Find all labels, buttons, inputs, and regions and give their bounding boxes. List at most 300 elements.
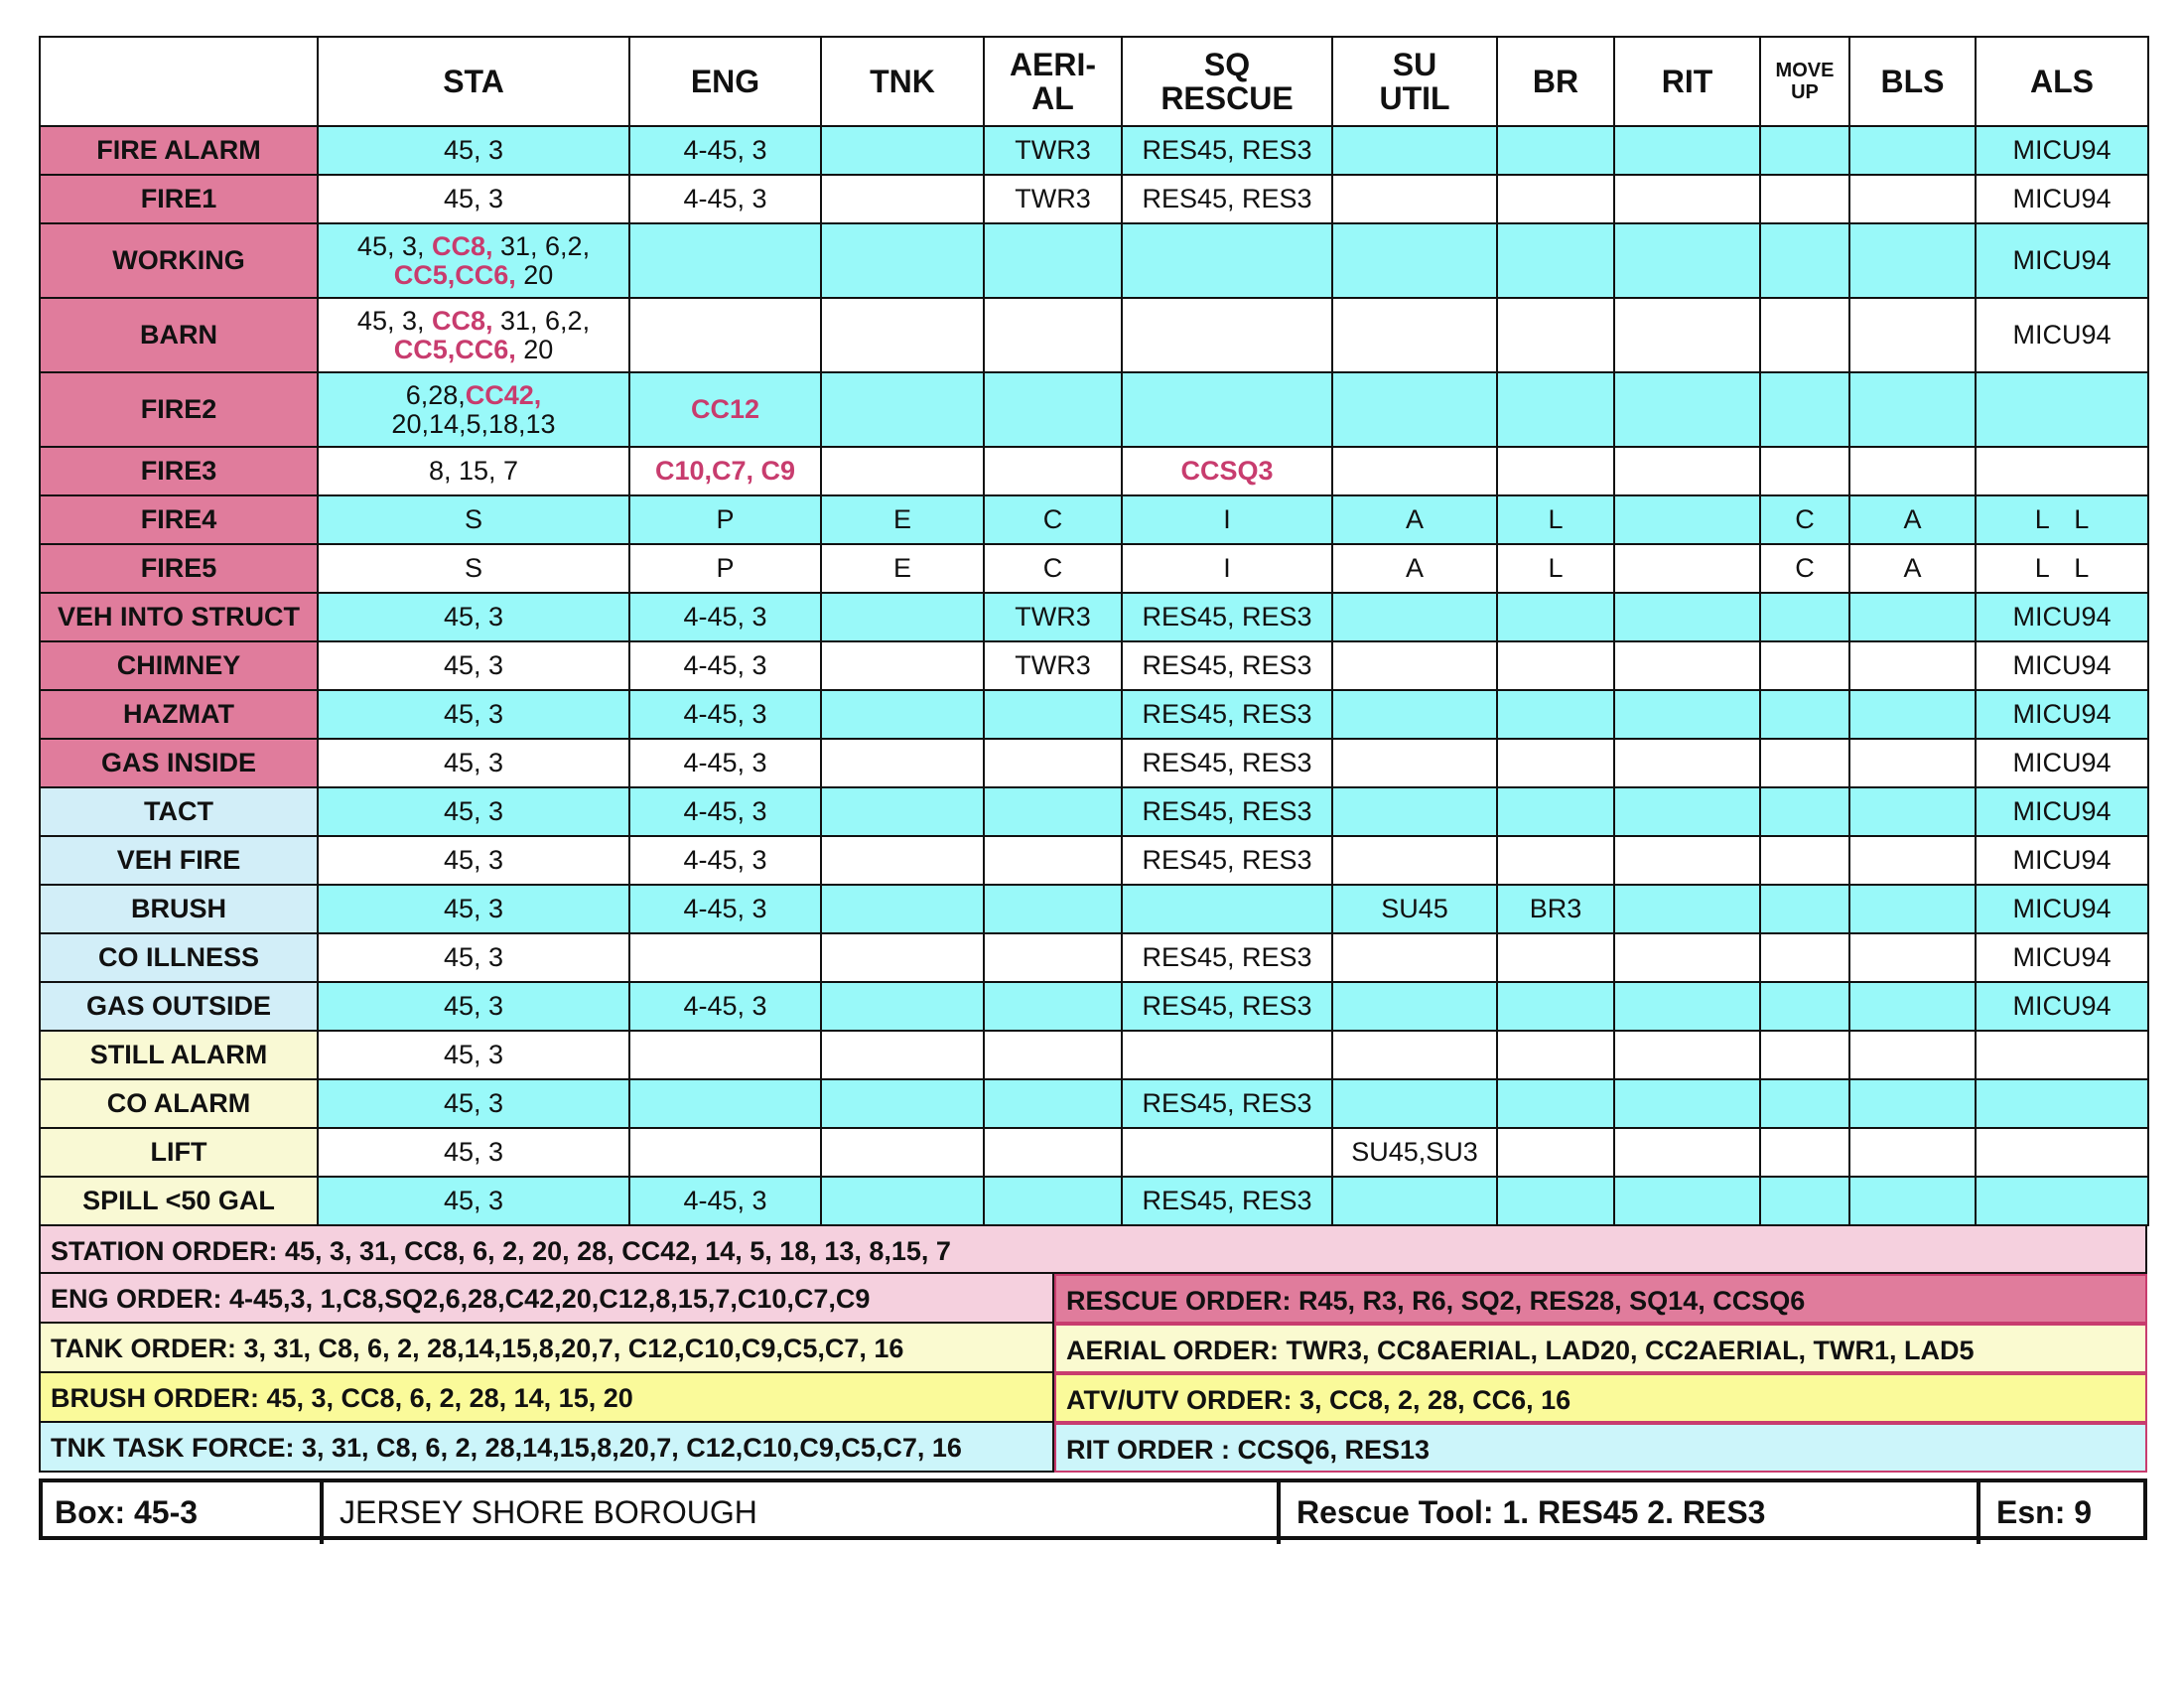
- cell-als: [1976, 690, 2148, 739]
- cell-move: [1760, 447, 1849, 495]
- cell-value: BR3: [1529, 894, 1582, 923]
- table-row: [40, 1128, 2148, 1177]
- cell-als: [1976, 1031, 2148, 1079]
- cell-br: [1497, 372, 1614, 447]
- cell-move: [1760, 1128, 1849, 1177]
- cell-sta: [318, 690, 629, 739]
- cell-fragment: 45, 3,: [356, 230, 432, 261]
- cell-value: A: [1405, 553, 1424, 583]
- cell-value: 45, 3: [443, 650, 504, 680]
- cell-su: [1332, 933, 1497, 982]
- cell-su: [1332, 298, 1497, 372]
- cell-sq: [1122, 933, 1332, 982]
- cell-move: [1760, 372, 1849, 447]
- cell-rit: [1614, 495, 1760, 544]
- cell-tnk: [821, 1128, 984, 1177]
- cell-bls: [1849, 544, 1976, 593]
- cell-value: MICU94: [2012, 650, 2112, 680]
- cell-rit: [1614, 1128, 1760, 1177]
- cell-sq: [1122, 1128, 1332, 1177]
- brush-order: BRUSH ORDER: 45, 3, CC8, 6, 2, 28, 14, 15, 20: [39, 1373, 1054, 1423]
- cell-aerial: [984, 1128, 1122, 1177]
- box-number: Box: 45-3: [43, 1482, 324, 1544]
- cell-bls: [1849, 1031, 1976, 1079]
- cell-als: [1976, 885, 2148, 933]
- row-label: TACT: [40, 787, 318, 836]
- cell-move: [1760, 223, 1849, 298]
- cell-eng: [629, 175, 821, 223]
- cell-bls: [1849, 223, 1976, 298]
- cell-value: 4-45, 3: [683, 894, 767, 923]
- cell-value: MICU94: [2012, 602, 2112, 632]
- cell-bls: [1849, 495, 1976, 544]
- cell-value: MICU94: [2012, 184, 2112, 213]
- col-header-bls: BLS: [1849, 37, 1976, 126]
- cell-eng: [629, 126, 821, 175]
- cell-bls: [1849, 787, 1976, 836]
- grid-body: [40, 126, 2148, 1225]
- cell-rit: [1614, 372, 1760, 447]
- cell-value: RES45, RES3: [1142, 1088, 1312, 1118]
- row-label: FIRE1: [40, 175, 318, 223]
- table-row: [40, 126, 2148, 175]
- cell-tnk: [821, 298, 984, 372]
- cell-sq: [1122, 836, 1332, 885]
- cell-value: L L: [2034, 504, 2090, 534]
- cell-sta: [318, 982, 629, 1031]
- cell-tnk: [821, 372, 984, 447]
- table-row: [40, 739, 2148, 787]
- cell-br: [1497, 126, 1614, 175]
- table-row: [40, 885, 2148, 933]
- station-order: STATION ORDER: 45, 3, 31, CC8, 6, 2, 20, 28, CC42, 14, 5, 18, 13, 8,15, 7: [39, 1226, 2147, 1274]
- cell-move: [1760, 885, 1849, 933]
- cell-aerial: [984, 690, 1122, 739]
- cell-als: [1976, 836, 2148, 885]
- cell-eng: [629, 298, 821, 372]
- cell-aerial: [984, 1031, 1122, 1079]
- table-row: [40, 495, 2148, 544]
- dispatch-orders: [39, 1226, 2147, 1473]
- row-label: CO ALARM: [40, 1079, 318, 1128]
- cell-sta: [318, 933, 629, 982]
- cell-aerial: [984, 885, 1122, 933]
- cell-eng: [629, 447, 821, 495]
- cell-value: P: [716, 553, 735, 583]
- cell-als: [1976, 1177, 2148, 1225]
- cell-move: [1760, 593, 1849, 641]
- table-row: [40, 982, 2148, 1031]
- table-row: [40, 372, 2148, 447]
- cell-value: L: [1548, 553, 1564, 583]
- cell-move: [1760, 836, 1849, 885]
- cell-rit: [1614, 933, 1760, 982]
- cell-fragment: 20,14,5,18,13: [391, 408, 556, 439]
- table-row: [40, 933, 2148, 982]
- cell-eng: [629, 641, 821, 690]
- cell-value: MICU94: [2012, 942, 2112, 972]
- cell-aerial: [984, 495, 1122, 544]
- cell-value: I: [1223, 504, 1231, 534]
- cell-value: MICU94: [2012, 845, 2112, 875]
- cell-eng: [629, 690, 821, 739]
- cell-rit: [1614, 885, 1760, 933]
- cell-tnk: [821, 885, 984, 933]
- cell-rit: [1614, 787, 1760, 836]
- row-label: FIRE3: [40, 447, 318, 495]
- cell-move: [1760, 787, 1849, 836]
- cell-sta: [318, 1128, 629, 1177]
- cell-sta: [318, 739, 629, 787]
- cell-value: TWR3: [1015, 135, 1091, 165]
- cell-su: [1332, 1128, 1497, 1177]
- cell-value: RES45, RES3: [1142, 796, 1312, 826]
- cell-sta: [318, 372, 629, 447]
- col-header-rit: RIT: [1614, 37, 1760, 126]
- cell-aerial: [984, 787, 1122, 836]
- cell-value: 4-45, 3: [683, 1186, 767, 1215]
- cell-value: 45, 3: [443, 699, 504, 729]
- cell-als: [1976, 593, 2148, 641]
- row-label: FIRE ALARM: [40, 126, 318, 175]
- atv-utv-order: ATV/UTV ORDER: 3, CC8, 2, 28, CC6, 16: [1054, 1373, 2147, 1423]
- cell-br: [1497, 641, 1614, 690]
- cell-value: 8, 15, 7: [428, 456, 519, 486]
- cell-tnk: [821, 126, 984, 175]
- rescue-order: RESCUE ORDER: R45, R3, R6, SQ2, RES28, SQ14, CCSQ6: [1054, 1274, 2147, 1324]
- table-row: [40, 836, 2148, 885]
- cell-aerial: [984, 175, 1122, 223]
- cell-rit: [1614, 126, 1760, 175]
- cell-su: [1332, 982, 1497, 1031]
- municipality-name: JERSEY SHORE BOROUGH: [328, 1482, 1281, 1544]
- cell-rit: [1614, 544, 1760, 593]
- cell-als: [1976, 126, 2148, 175]
- cell-tnk: [821, 447, 984, 495]
- cell-fragment: CC5,CC6,: [393, 334, 516, 364]
- cell-br: [1497, 495, 1614, 544]
- row-label: GAS OUTSIDE: [40, 982, 318, 1031]
- row-label: VEH INTO STRUCT: [40, 593, 318, 641]
- cell-sta: [318, 1079, 629, 1128]
- cell-bls: [1849, 982, 1976, 1031]
- row-label: WORKING: [40, 223, 318, 298]
- aerial-order: AERIAL ORDER: TWR3, CC8AERIAL, LAD20, CC2AERIAL, TWR1, LAD5: [1054, 1324, 2147, 1373]
- cell-value: P: [716, 504, 735, 534]
- row-label: VEH FIRE: [40, 836, 318, 885]
- cell-move: [1760, 495, 1849, 544]
- cell-sta: [318, 175, 629, 223]
- cell-fragment: CC5,CC6,: [393, 259, 516, 290]
- cell-aerial: [984, 933, 1122, 982]
- cell-aerial: [984, 1079, 1122, 1128]
- cell-rit: [1614, 641, 1760, 690]
- cell-sq: [1122, 982, 1332, 1031]
- cell-br: [1497, 1177, 1614, 1225]
- cell-fragment: 31, 6,2,: [492, 305, 591, 336]
- cell-value: RES45, RES3: [1142, 1186, 1312, 1215]
- cell-als: [1976, 982, 2148, 1031]
- cell-tnk: [821, 690, 984, 739]
- cell-move: [1760, 690, 1849, 739]
- cell-sq: [1122, 593, 1332, 641]
- cell-rit: [1614, 447, 1760, 495]
- cell-eng: [629, 1128, 821, 1177]
- cell-value: 45, 3: [443, 991, 504, 1021]
- cell-rit: [1614, 1177, 1760, 1225]
- cell-aerial: [984, 593, 1122, 641]
- cell-rit: [1614, 223, 1760, 298]
- cell-value: SU45,SU3: [1351, 1137, 1478, 1167]
- row-label: HAZMAT: [40, 690, 318, 739]
- cell-sq: [1122, 223, 1332, 298]
- cell-value: C: [1795, 504, 1815, 534]
- cell-br: [1497, 982, 1614, 1031]
- col-header-sta: STA: [318, 37, 629, 126]
- cell-value: C: [1042, 504, 1063, 534]
- cell-move: [1760, 933, 1849, 982]
- cell-aerial: [984, 641, 1122, 690]
- cell-eng: [629, 1031, 821, 1079]
- cell-als: [1976, 787, 2148, 836]
- cell-sta: [318, 1177, 629, 1225]
- cell-br: [1497, 593, 1614, 641]
- cell-eng: [629, 593, 821, 641]
- cell-su: [1332, 690, 1497, 739]
- cell-value: MICU94: [2012, 699, 2112, 729]
- cell-value: RES45, RES3: [1142, 602, 1312, 632]
- cell-eng: [629, 933, 821, 982]
- cell-tnk: [821, 982, 984, 1031]
- cell-value: 45, 3: [443, 942, 504, 972]
- cell-value: TWR3: [1015, 602, 1091, 632]
- cell-eng: [629, 787, 821, 836]
- table-row: [40, 544, 2148, 593]
- cell-aerial: [984, 223, 1122, 298]
- cell-value: 45, 3: [443, 1186, 504, 1215]
- cell-su: [1332, 223, 1497, 298]
- cell-value: 4-45, 3: [683, 845, 767, 875]
- cell-value: MICU94: [2012, 894, 2112, 923]
- table-row: [40, 1079, 2148, 1128]
- cell-move: [1760, 1177, 1849, 1225]
- cell-tnk: [821, 1031, 984, 1079]
- cell-move: [1760, 126, 1849, 175]
- cell-move: [1760, 1079, 1849, 1128]
- cell-value: 4-45, 3: [683, 650, 767, 680]
- cell-rit: [1614, 593, 1760, 641]
- cell-als: [1976, 223, 2148, 298]
- cell-tnk: [821, 223, 984, 298]
- cell-bls: [1849, 1177, 1976, 1225]
- cell-br: [1497, 223, 1614, 298]
- cell-eng: [629, 982, 821, 1031]
- cell-br: [1497, 690, 1614, 739]
- cell-value: 45, 3: [443, 184, 504, 213]
- cell-value: RES45, RES3: [1142, 942, 1312, 972]
- cell-br: [1497, 933, 1614, 982]
- cell-bls: [1849, 641, 1976, 690]
- cell-sta: [318, 298, 629, 372]
- cell-fragment: 45, 3,: [356, 305, 432, 336]
- cell-value: 4-45, 3: [683, 135, 767, 165]
- rit-order: RIT ORDER : CCSQ6, RES13: [1054, 1423, 2147, 1473]
- cell-sq: [1122, 1079, 1332, 1128]
- cell-als: [1976, 298, 2148, 372]
- row-label: BRUSH: [40, 885, 318, 933]
- cell-sta: [318, 223, 629, 298]
- cell-fragment: 20: [515, 259, 554, 290]
- cell-value: 45, 3: [443, 894, 504, 923]
- row-label: CHIMNEY: [40, 641, 318, 690]
- table-row: [40, 1177, 2148, 1225]
- col-header-tnk: TNK: [821, 37, 984, 126]
- cell-tnk: [821, 544, 984, 593]
- cell-rit: [1614, 175, 1760, 223]
- cell-value: RES45, RES3: [1142, 699, 1312, 729]
- cell-value: A: [1903, 504, 1922, 534]
- row-label: CO ILLNESS: [40, 933, 318, 982]
- cell-su: [1332, 1079, 1497, 1128]
- rescue-tool: Rescue Tool: 1. RES45 2. RES3: [1285, 1482, 1980, 1544]
- cell-sta: [318, 495, 629, 544]
- cell-als: [1976, 933, 2148, 982]
- cell-sta: [318, 126, 629, 175]
- eng-order: ENG ORDER: 4-45,3, 1,C8,SQ2,6,28,C42,20,C12,8,15,7,C10,C7,C9: [39, 1274, 1054, 1324]
- cell-tnk: [821, 739, 984, 787]
- table-row: [40, 690, 2148, 739]
- cell-value: RES45, RES3: [1142, 184, 1312, 213]
- cell-su: [1332, 1031, 1497, 1079]
- cell-value: 45, 3: [443, 602, 504, 632]
- cell-sq: [1122, 1031, 1332, 1079]
- cell-sq: [1122, 787, 1332, 836]
- cell-tnk: [821, 836, 984, 885]
- cell-bls: [1849, 298, 1976, 372]
- table-row: [40, 787, 2148, 836]
- cell-su: [1332, 372, 1497, 447]
- cell-als: [1976, 447, 2148, 495]
- cell-sq: [1122, 1177, 1332, 1225]
- cell-su: [1332, 175, 1497, 223]
- cell-rit: [1614, 690, 1760, 739]
- cell-su: [1332, 1177, 1497, 1225]
- cell-value: 4-45, 3: [683, 699, 767, 729]
- cell-eng: [629, 1079, 821, 1128]
- cell-br: [1497, 739, 1614, 787]
- cell-als: [1976, 739, 2148, 787]
- cell-br: [1497, 175, 1614, 223]
- cell-eng: [629, 739, 821, 787]
- cell-sq: [1122, 372, 1332, 447]
- cell-sta: [318, 544, 629, 593]
- cell-eng: [629, 544, 821, 593]
- cell-eng: [629, 885, 821, 933]
- cell-su: [1332, 885, 1497, 933]
- cell-value: E: [892, 553, 911, 583]
- esn-number: Esn: 9: [1996, 1494, 2093, 1530]
- cell-value: S: [464, 504, 482, 534]
- cell-als: [1976, 1079, 2148, 1128]
- cell-value: 45, 3: [443, 1137, 504, 1167]
- tnk-task-force: TNK TASK FORCE: 3, 31, C8, 6, 2, 28,14,15,8,20,7, C12,C10,C9,C5,C7, 16: [39, 1423, 1054, 1473]
- col-header-br: BR: [1497, 37, 1614, 126]
- footer-bar: [39, 1478, 2147, 1540]
- cell-bls: [1849, 933, 1976, 982]
- cell-fragment: 20: [515, 334, 554, 364]
- cell-value: TWR3: [1015, 650, 1091, 680]
- cell-bls: [1849, 1079, 1976, 1128]
- col-header-move-up: MOVE UP: [1760, 37, 1849, 126]
- cell-sq: [1122, 126, 1332, 175]
- response-sheet: [39, 36, 2147, 1540]
- row-label: BARN: [40, 298, 318, 372]
- cell-tnk: [821, 1079, 984, 1128]
- cell-value: MICU94: [2012, 245, 2112, 275]
- cell-value: L L: [2034, 553, 2090, 583]
- row-label: STILL ALARM: [40, 1031, 318, 1079]
- table-row: [40, 175, 2148, 223]
- row-label: FIRE2: [40, 372, 318, 447]
- table-row: [40, 298, 2148, 372]
- cell-value: MICU94: [2012, 748, 2112, 777]
- cell-su: [1332, 593, 1497, 641]
- cell-su: [1332, 544, 1497, 593]
- cell-sq: [1122, 544, 1332, 593]
- cell-bls: [1849, 1128, 1976, 1177]
- cell-move: [1760, 641, 1849, 690]
- cell-bls: [1849, 690, 1976, 739]
- cell-sq: [1122, 641, 1332, 690]
- cell-als: [1976, 372, 2148, 447]
- cell-sq: [1122, 447, 1332, 495]
- cell-tnk: [821, 787, 984, 836]
- cell-move: [1760, 175, 1849, 223]
- cell-value: C: [1042, 553, 1063, 583]
- cell-value: MICU94: [2012, 320, 2112, 350]
- col-header-su-util: SU UTIL: [1332, 37, 1497, 126]
- cell-value: MICU94: [2012, 991, 2112, 1021]
- cell-sq: [1122, 885, 1332, 933]
- cell-eng: [629, 223, 821, 298]
- row-label: FIRE4: [40, 495, 318, 544]
- cell-als: [1976, 175, 2148, 223]
- cell-aerial: [984, 447, 1122, 495]
- cell-bls: [1849, 372, 1976, 447]
- table-row: [40, 641, 2148, 690]
- cell-aerial: [984, 544, 1122, 593]
- cell-rit: [1614, 1079, 1760, 1128]
- cell-move: [1760, 1031, 1849, 1079]
- cell-als: [1976, 544, 2148, 593]
- cell-value: I: [1223, 553, 1231, 583]
- cell-su: [1332, 641, 1497, 690]
- cell-su: [1332, 739, 1497, 787]
- cell-rit: [1614, 1031, 1760, 1079]
- cell-sta: [318, 447, 629, 495]
- cell-fragment: 6,28,: [405, 379, 466, 410]
- cell-br: [1497, 1079, 1614, 1128]
- cell-su: [1332, 447, 1497, 495]
- cell-value: RES45, RES3: [1142, 650, 1312, 680]
- response-grid: [39, 36, 2149, 1226]
- cell-value: 45, 3: [443, 1088, 504, 1118]
- cell-rit: [1614, 836, 1760, 885]
- table-row: [40, 447, 2148, 495]
- cell-move: [1760, 544, 1849, 593]
- cell-aerial: [984, 126, 1122, 175]
- cell-sq: [1122, 495, 1332, 544]
